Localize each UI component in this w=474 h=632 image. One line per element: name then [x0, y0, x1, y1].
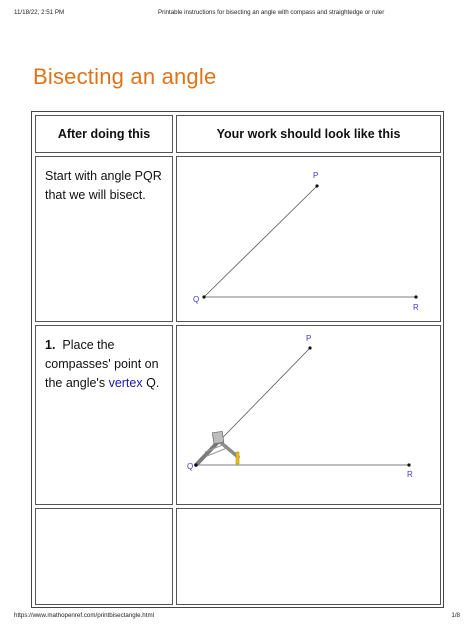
- vertex-link[interactable]: vertex: [108, 376, 143, 390]
- step-1-instruction: [35, 325, 173, 505]
- step-0-text: Start with angle PQR that we will bisect.: [45, 169, 162, 202]
- step-2-instruction: [35, 508, 173, 605]
- point-q: [194, 463, 197, 466]
- print-page-number: 1/8: [451, 612, 460, 619]
- point-q: [202, 295, 205, 298]
- label-q: Q: [187, 462, 194, 471]
- point-r: [407, 463, 410, 466]
- point-p: [315, 184, 318, 187]
- step-2-figure: [176, 508, 441, 605]
- step-1-text: Place the compasses' point on the angle's: [45, 338, 159, 390]
- label-p: P: [313, 171, 319, 180]
- point-r: [414, 295, 417, 298]
- point-p: [308, 346, 311, 349]
- column-header-result: Your work should look like this: [176, 115, 441, 153]
- print-page-title: Printable instructions for bisecting an angle with compass and straightedge or ruler: [158, 9, 385, 16]
- label-r: R: [413, 303, 419, 312]
- page-title: Bisecting an angle: [33, 64, 217, 89]
- compass-icon: [196, 431, 239, 465]
- label-r: R: [407, 470, 413, 479]
- ray-qp: [204, 186, 317, 297]
- print-url: https://www.mathopenref.com/printbisectangle.html: [14, 612, 154, 619]
- step-0-instruction: [35, 156, 173, 322]
- print-footer: [0, 608, 474, 628]
- print-date: 11/18/22, 2:51 PM: [14, 9, 65, 16]
- angle-pqr-diagram: [177, 157, 440, 321]
- step-0-figure: [176, 156, 441, 322]
- label-p: P: [306, 334, 312, 343]
- step-1-number: 1.: [45, 338, 56, 352]
- print-header: [0, 0, 474, 28]
- compass-on-vertex-diagram: [177, 326, 440, 504]
- step-1-figure: [176, 325, 441, 505]
- instructions-table: [31, 111, 444, 608]
- column-header-action: After doing this: [35, 115, 173, 153]
- label-q: Q: [193, 295, 200, 304]
- step-1-text-end: Q.: [146, 376, 160, 390]
